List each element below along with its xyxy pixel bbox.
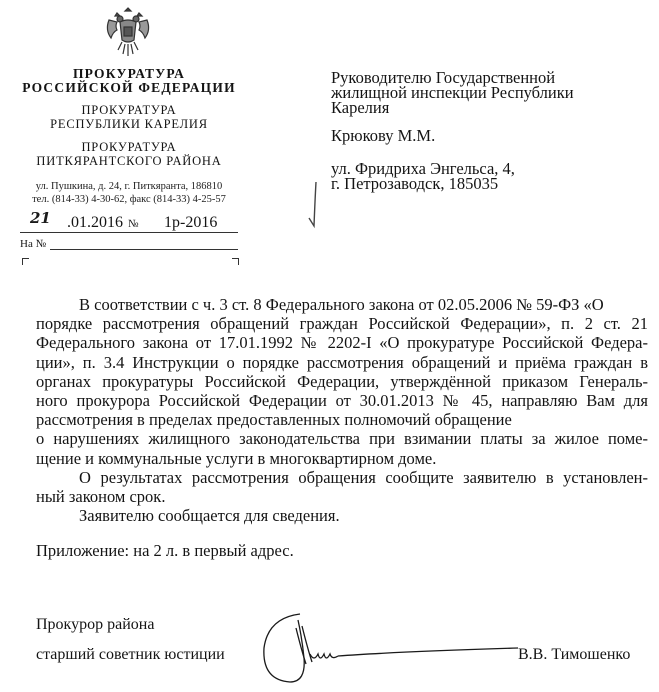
- body-line: ного прокурора Российской Федерации от 30.01.2013 № 45, направляю Вам для: [36, 391, 648, 411]
- body-line: ции», п. 3.4 Инструкции о порядке рассмотрения обращений и приёма граждан в: [36, 352, 648, 372]
- recipient-line2: жилищной инспекции Республики: [331, 83, 574, 102]
- signatory-title-line2: старший советник юстиции: [36, 646, 225, 663]
- date-day-handwritten: 21: [30, 209, 51, 227]
- number-label: №: [128, 218, 139, 230]
- corner-mark-left: [22, 258, 29, 265]
- sub-org-line1: ПРОКУРАТУРА: [81, 103, 177, 117]
- org-name-line1: ПРОКУРАТУРА: [72, 66, 186, 81]
- org-name-line2: РОССИЙСКОЙ ФЕДЕРАЦИИ: [22, 80, 236, 95]
- checkmark-icon: [305, 180, 325, 230]
- letter-body: [36, 295, 648, 561]
- handwritten-signature-icon: [260, 608, 520, 688]
- recipient-street: ул. Фридриха Энгельса, 4,: [331, 159, 515, 178]
- dept-line2: ПИТКЯРАНТСКОГО РАЙОНА: [36, 154, 222, 168]
- body-line: В соответствии с ч. 3 ст. 8 Федерального закона от 02.05.2006 № 59-ФЗ «О: [79, 295, 604, 314]
- date-underline: [20, 232, 238, 233]
- reply-number-label: На №: [20, 238, 47, 250]
- signatory-name: В.В. Тимошенко: [518, 646, 631, 663]
- recipient-line3: Карелия: [331, 98, 390, 117]
- body-line: ный законом срок.: [36, 487, 166, 507]
- body-line: о нарушениях жилищного законодательства при взимании платы за жилое поме-: [36, 429, 648, 449]
- body-line: щение и коммунальные услуги в многоквартирном доме.: [36, 448, 437, 468]
- letterhead-address: ул. Пушкина, д. 24, г. Питкяранта, 186810: [35, 181, 223, 192]
- corner-mark-right: [232, 258, 239, 265]
- body-line: Федерального закона от 17.01.1992 № 2202-I «О прокуратуре Российской Федера-: [36, 333, 648, 353]
- sub-org-line2: РЕСПУБЛИКИ КАРЕЛИЯ: [50, 117, 208, 131]
- body-line: рассмотрения в пределах предоставленных полномочий обращение: [36, 410, 512, 430]
- body-line: Заявителю сообщается для сведения.: [79, 506, 340, 526]
- reply-number-line: [50, 249, 238, 250]
- date-month-year: .01.2016: [67, 214, 123, 231]
- body-line: органах прокуратуры Российской Федерации, утверждённой приказом Генераль-: [36, 371, 648, 391]
- recipient-city: г. Петрозаводск, 185035: [331, 174, 499, 193]
- recipient-line1: Руководителю Государственной: [331, 68, 556, 87]
- russian-double-headed-eagle-icon: [103, 4, 153, 58]
- body-line: порядке рассмотрения обращений граждан Российской Федерации», п. 2 ст. 21: [36, 314, 648, 334]
- attachment-line: Приложение: на 2 л. в первый адрес.: [36, 541, 294, 561]
- signatory-title-line1: Прокурор района: [36, 616, 155, 633]
- letterhead-phones: тел. (814-33) 4-30-62, факс (814-33) 4-25-57: [32, 194, 226, 205]
- dept-line1: ПРОКУРАТУРА: [81, 140, 177, 154]
- body-line: О результатах рассмотрения обращения сообщите заявителю в установлен-: [79, 467, 648, 487]
- recipient-name: Крюкову М.М.: [331, 126, 436, 145]
- registration-number: 1р-2016: [164, 214, 218, 231]
